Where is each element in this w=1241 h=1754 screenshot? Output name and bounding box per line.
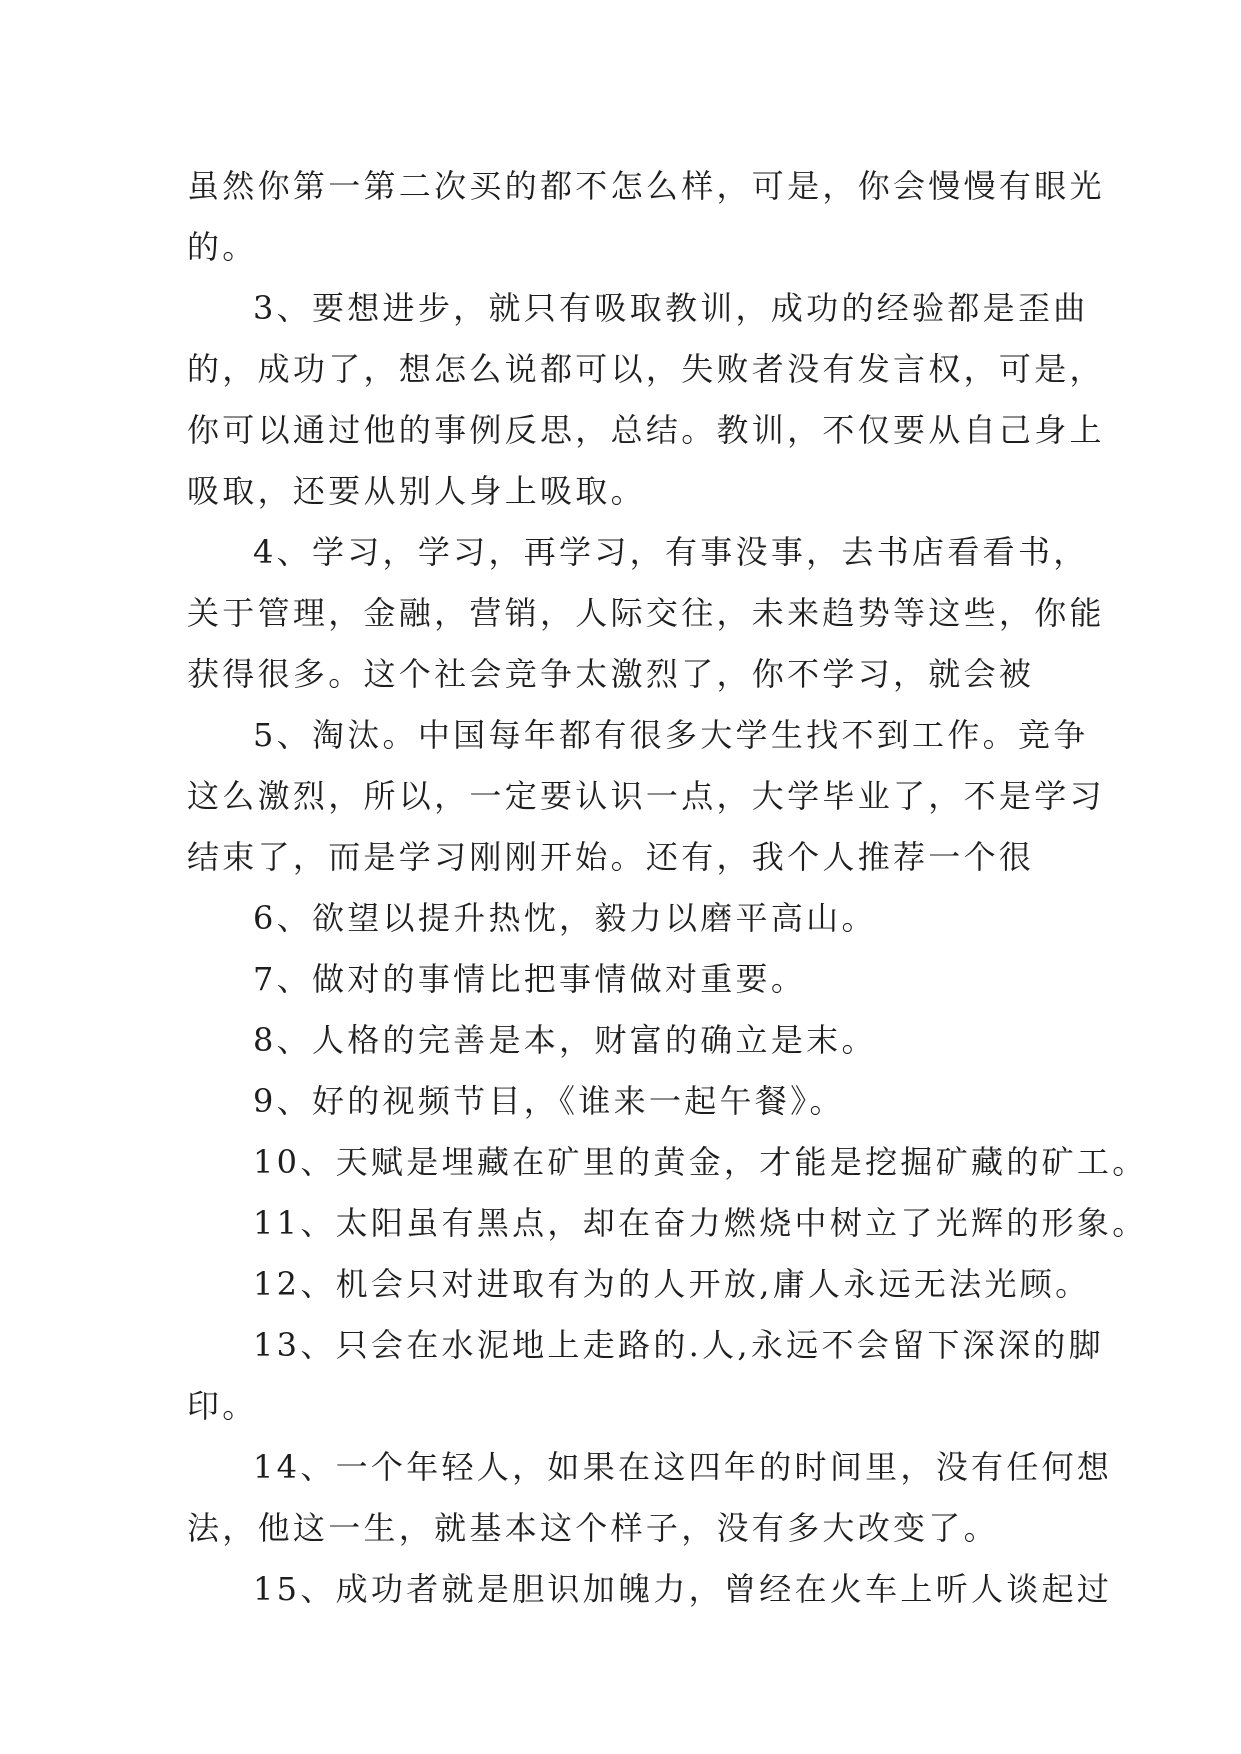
text-line: 的。 <box>187 228 258 266</box>
text-line: 虽然你第一第二次买的都不怎么样，可是，你会慢慢有眼光 <box>187 167 1105 205</box>
text-line: 你可以通过他的事例反思，总结。教训，不仅要从自己身上 <box>187 411 1105 449</box>
text-line: 获得很多。这个社会竞争太激烈了，你不学习，就会被 <box>187 655 1035 693</box>
list-item <box>187 1437 1113 1559</box>
list-item <box>187 1132 1148 1193</box>
text-line: 14、一个年轻人，如果在这四年的时间里，没有任何想 <box>253 1448 1113 1486</box>
text-line: 吸取，还要从别人身上吸取。 <box>187 472 646 510</box>
text-line: 5、淘汰。中国每年都有很多大学生找不到工作。竞争 <box>253 716 1089 754</box>
text-line: 法，他这一生，就基本这个样子，没有多大改变了。 <box>187 1509 999 1547</box>
list-item <box>187 1315 1104 1437</box>
text-line: 关于管理，金融，营销，人际交往，未来趋势等这些，你能 <box>187 594 1105 632</box>
text-line: 8、人格的完善是本，财富的确立是末。 <box>253 1021 877 1059</box>
list-item <box>187 1010 1057 1071</box>
text-line: 12、机会只对进取有为的人开放,庸人永远无法光顾。 <box>253 1265 1091 1303</box>
list-item <box>187 949 1057 1010</box>
text-line: 10、天赋是埋藏在矿里的黄金，才能是挖掘矿藏的矿工。 <box>253 1143 1148 1181</box>
text-line: 11、太阳虽有黑点，却在奋力燃烧中树立了光辉的形象。 <box>253 1204 1148 1242</box>
text-line: 结束了，而是学习刚刚开始。还有，我个人推荐一个很 <box>187 838 1035 876</box>
list-item <box>187 1559 1113 1620</box>
text-line: 4、学习，学习，再学习，有事没事，去书店看看书， <box>253 533 1089 571</box>
text-line: 9、好的视频节目，《谁来一起午餐》。 <box>253 1082 845 1120</box>
list-item <box>187 888 1057 949</box>
continued-paragraph <box>187 156 1105 278</box>
text-line: 的，成功了，想怎么说都可以，失败者没有发言权，可是， <box>187 350 1105 388</box>
text-line: 13、只会在水泥地上走路的.人,永远不会留下深深的脚 <box>253 1326 1104 1364</box>
list-item <box>187 1193 1148 1254</box>
text-line: 15、成功者就是胆识加魄力，曾经在火车上听人谈起过 <box>253 1570 1113 1608</box>
list-item <box>187 705 1105 888</box>
text-line: 印。 <box>187 1387 258 1425</box>
text-line: 6、欲望以提升热忱，毅力以磨平高山。 <box>253 899 877 937</box>
text-line: 3、要想进步，就只有吸取教训，成功的经验都是歪曲 <box>253 289 1089 327</box>
list-item <box>187 1071 1057 1132</box>
text-line: 这么激烈，所以，一定要认识一点，大学毕业了，不是学习 <box>187 777 1105 815</box>
list-item <box>187 278 1105 522</box>
list-item <box>187 522 1105 705</box>
list-item <box>187 1254 1091 1315</box>
document-body <box>187 156 1148 1620</box>
text-line: 7、做对的事情比把事情做对重要。 <box>253 960 807 998</box>
